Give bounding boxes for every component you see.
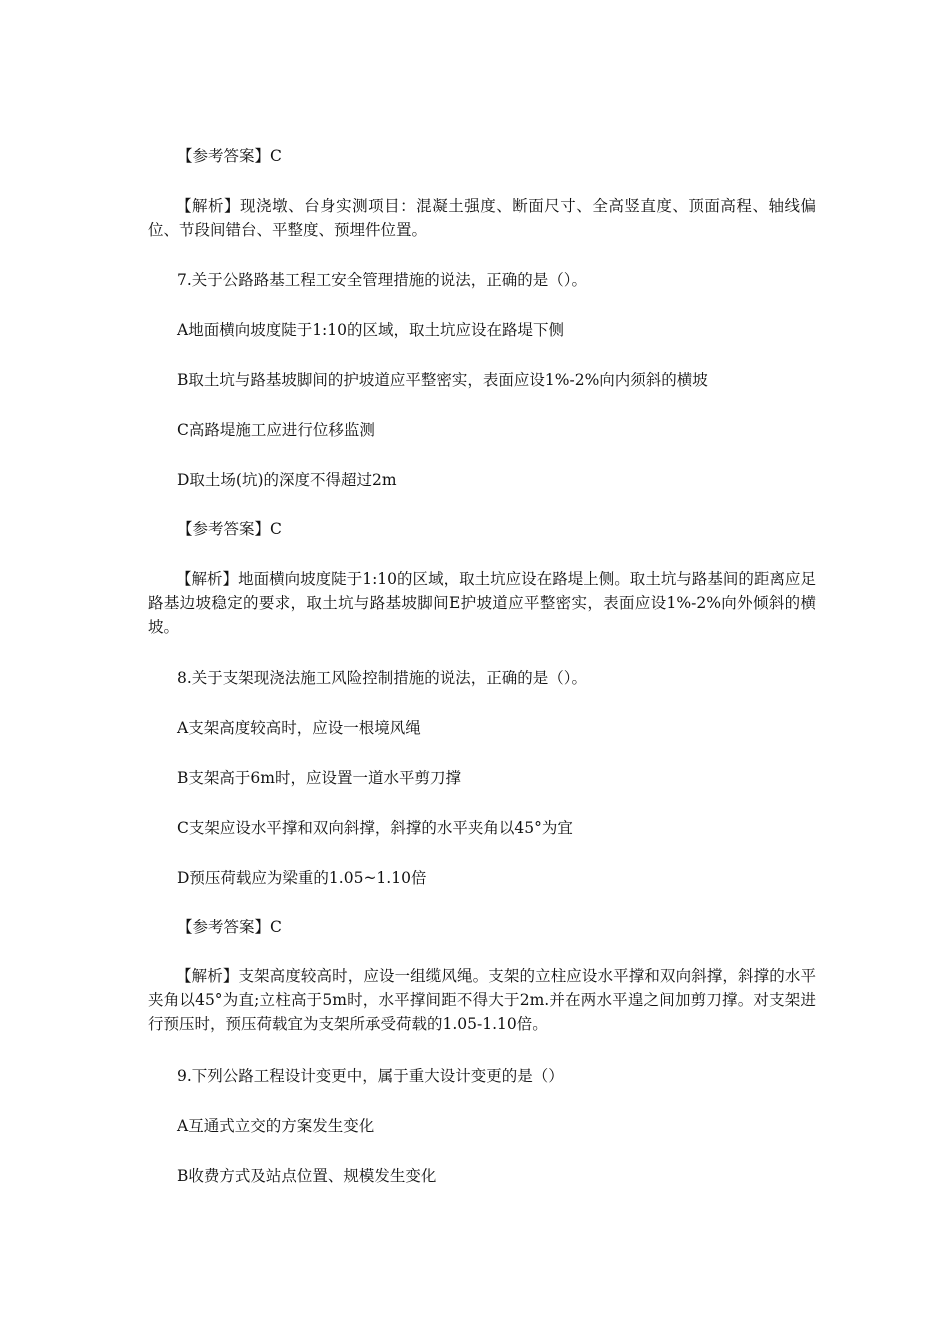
q8-option-b: B支架高于6m时，应设置一道水平剪刀撑 <box>177 769 461 787</box>
answer-8: 【参考答案】C <box>177 918 282 936</box>
q8-option-a: A支架高度较高时，应设一根境风绳 <box>177 719 421 737</box>
answer-7: 【参考答案】C <box>177 520 282 538</box>
q9-option-b: B收费方式及站点位置、规模发生变化 <box>177 1167 437 1185</box>
explanation-8: 【解析】支架高度较高时，应设一组缆风绳。支架的立柱应设水平撑和双向斜撑，斜撑的水平夹角以45°为直;立柱高于5m时，水平撑间距不得大于2m.并在两水平遑之间加剪刀撑。对支架进行预压时，预压荷载宜为支架所承受荷载的1.05-1.10倍。 <box>148 967 816 1033</box>
answer-6: 【参考答案】C <box>177 147 282 165</box>
q7-option-b: B取土坑与路基坡脚间的护坡道应平整密实，表面应设1%-2%向内须斜的横坡 <box>177 371 708 389</box>
question-8: 8.关于支架现浇法施工风险控制措施的说法，正确的是（）。 <box>177 669 588 687</box>
explanation-7: 【解析】地面横向坡度陡于1:10的区域，取土坑应设在路堤上侧。取土坑与路基间的距离应足路基边坡稳定的要求，取土坑与路基坡脚间E护坡道应平整密实，表面应设1%-2%向外倾斜的横坡。 <box>148 570 816 636</box>
q7-option-a: A地面横向坡度陡于1:10的区域，取土坑应设在路堤下侧 <box>177 321 565 339</box>
q7-option-d: D取土场(坑)的深度不得超过2m <box>177 471 397 489</box>
q9-option-a: A互通式立交的方案发生变化 <box>177 1117 375 1135</box>
q7-option-c: C高路堤施工应进行位移监测 <box>177 421 375 439</box>
q8-option-d: D预压荷载应为梁重的1.05~1.10倍 <box>177 869 427 887</box>
question-7: 7.关于公路路基工程工安全管理措施的说法，正确的是（）。 <box>177 271 588 289</box>
q8-option-c: C支架应设水平撑和双向斜撑，斜撑的水平夹角以45°为宜 <box>177 819 573 837</box>
explanation-6: 【解析】现浇墩、台身实测项目：混凝土强度、断面尺寸、全高竖直度、顶面高程、轴线偏位、节段间错台、平整度、预埋件位置。 <box>148 197 816 239</box>
question-9: 9.下列公路工程设计变更中，属于重大设计变更的是（） <box>177 1067 564 1085</box>
